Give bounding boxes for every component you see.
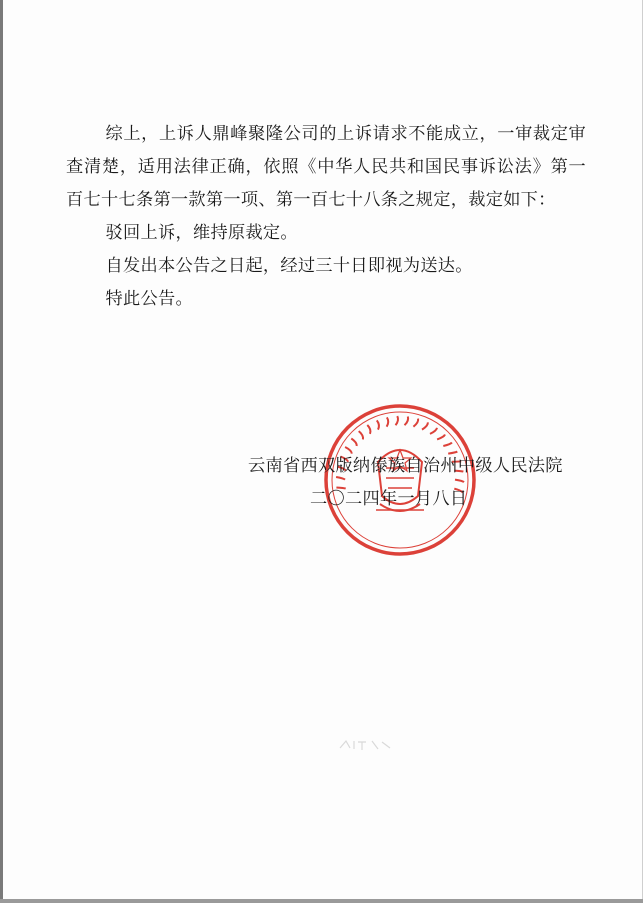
seal-script-mark	[443, 443, 452, 447]
paragraph-conclusion: 综上，上诉人鼎峰聚隆公司的上诉请求不能成立，一审裁定审查清楚，适用法律正确，依照《中华人民共和国民事诉讼法》第一百七十七条第一款第一项、第一百七十八条之规定，裁定如下：	[66, 124, 586, 210]
seal-script-mark	[351, 439, 356, 447]
paragraph-ruling: 驳回上诉，维持原裁定。	[105, 223, 298, 243]
seal-script-mark	[437, 435, 445, 440]
court-name: 云南省西双版纳傣族自治州中级人民法院	[248, 456, 563, 476]
seal-script-mark	[396, 416, 399, 425]
seal-script-mark	[377, 420, 379, 429]
faint-bleed-through-mark	[338, 738, 392, 752]
scan-bottom-edge	[0, 899, 643, 903]
seal-script-mark	[413, 419, 418, 427]
judgment-body	[66, 118, 586, 316]
paragraph-service: 自发出本公告之日起，经过三十日即视为送达。	[105, 256, 473, 276]
seal-script-mark	[387, 417, 389, 426]
seal-script-mark	[367, 425, 370, 434]
paragraph-announcement: 特此公告。	[105, 289, 193, 309]
seal-script-mark	[359, 431, 363, 439]
seal-script-mark	[422, 422, 428, 429]
scan-left-edge	[0, 0, 3, 903]
issue-date: 二〇二四年一月八日	[310, 489, 468, 509]
seal-script-mark	[405, 417, 409, 426]
seal-script-mark	[430, 428, 437, 434]
